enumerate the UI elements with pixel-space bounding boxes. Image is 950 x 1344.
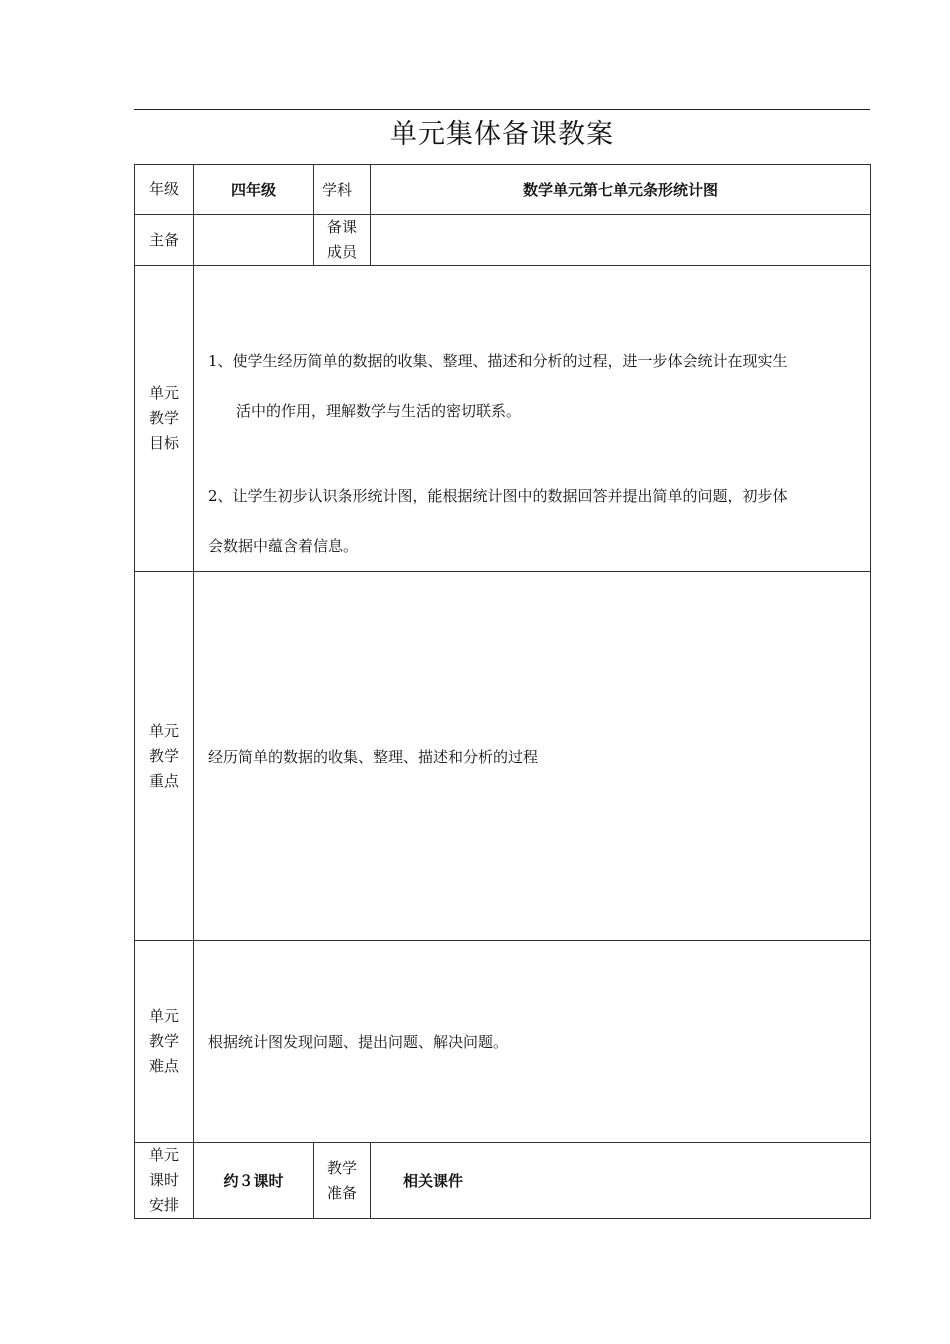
schedule-label-line2: 课时 [148, 1171, 179, 1189]
goal2-line1: 2、让学生初步认识条形统计图，能根据统计图中的数据回答并提出简单的问题，初步体 [208, 487, 788, 505]
lead-value [194, 215, 314, 266]
members-value [371, 215, 871, 266]
goals-content [194, 266, 871, 572]
members-label-line2: 成员 [326, 243, 357, 261]
schedule-label-line3: 安排 [148, 1196, 179, 1214]
difficulties-label-line3: 难点 [148, 1057, 179, 1075]
schedule-label-line1: 单元 [148, 1146, 179, 1164]
key-points-label-line1: 单元 [148, 721, 179, 740]
goal1-line2: 活中的作用，理解数学与生活的密切联系。 [236, 402, 522, 420]
lesson-plan-table [134, 164, 871, 1219]
difficulties-label [135, 941, 194, 1143]
subject-value: 数学单元第七单元条形统计图 [371, 165, 871, 215]
goal2-line2: 会数据中蕴含着信息。 [208, 537, 359, 555]
prep-label [314, 1143, 371, 1219]
goals-label [135, 266, 194, 572]
difficulties-label-line1: 单元 [148, 1007, 179, 1025]
lead-label: 主备 [135, 215, 194, 266]
schedule-label [135, 1143, 194, 1219]
schedule-value: 约３课时 [194, 1143, 314, 1219]
row-grade-subject [135, 165, 871, 215]
row-schedule [135, 1143, 871, 1219]
difficulties-label-line2: 教学 [148, 1032, 179, 1050]
row-goals [135, 266, 871, 572]
prep-label-line1: 教学 [326, 1158, 357, 1177]
document-title: 单元集体备课教案 [390, 119, 614, 150]
goals-label-line3: 目标 [148, 434, 179, 452]
key-points-label-line2: 教学 [148, 746, 179, 765]
members-label-line1: 备课 [326, 218, 357, 236]
key-points-label-line3: 重点 [148, 771, 179, 790]
key-points-text: 经历简单的数据的收集、整理、描述和分析的过程 [194, 572, 871, 941]
members-label [314, 215, 371, 266]
row-key-points [135, 572, 871, 941]
goals-label-line1: 单元 [148, 384, 179, 402]
subject-label: 学科 [314, 165, 371, 215]
row-lead-members [135, 215, 871, 266]
goal1-line1: 1、使学生经历简单的数据的收集、整理、描述和分析的过程，进一步体会统计在现实生 [208, 352, 788, 370]
top-rule [134, 109, 870, 110]
prep-label-line2: 准备 [326, 1183, 357, 1202]
grade-label: 年级 [135, 165, 194, 215]
goals-label-line2: 教学 [148, 409, 179, 427]
grade-value: 四年级 [194, 165, 314, 215]
difficulties-text: 根据统计图发现问题、提出问题、解决问题。 [194, 941, 871, 1143]
row-difficulties [135, 941, 871, 1143]
prep-value: 相关课件 [371, 1143, 871, 1219]
key-points-label [135, 572, 194, 941]
